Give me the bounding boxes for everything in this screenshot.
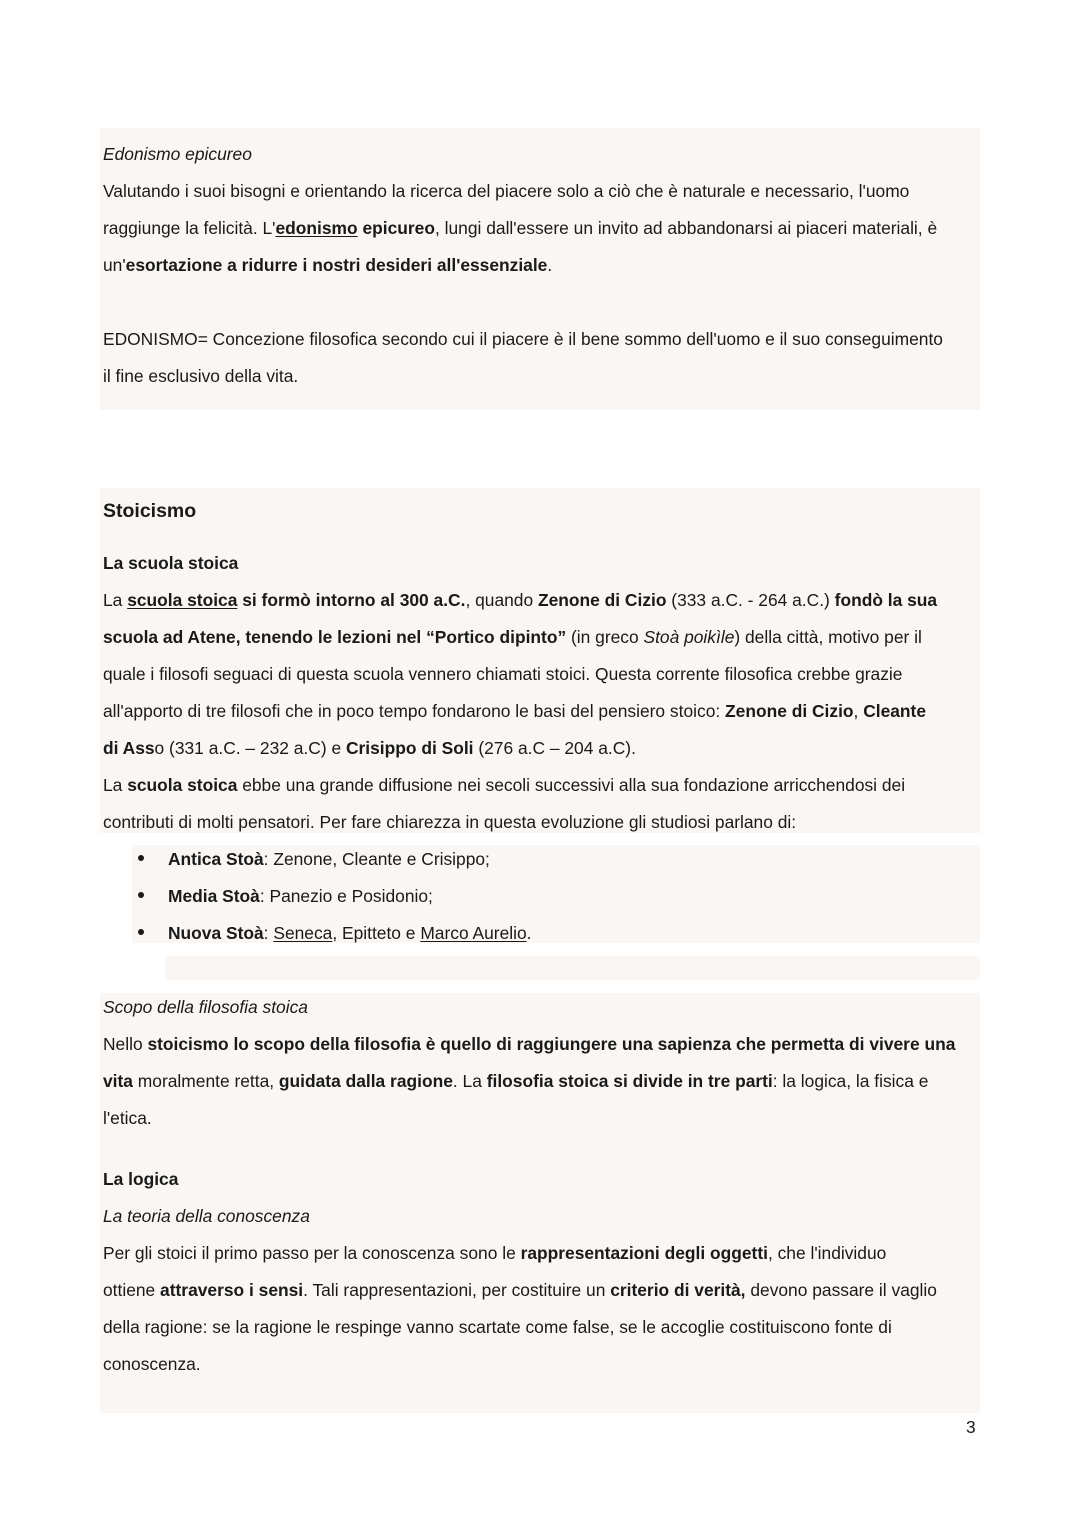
scuola-paragraph-line-5: di Asso (331 a.C. – 232 a.C) e Crisippo di Soli (276 a.C – 204 a.C). <box>103 738 636 758</box>
logica-paragraph-line-3: della ragione: se la ragione le respinge vanno scartate come false, se le accoglie costituiscono fonte di <box>103 1317 892 1337</box>
shaded-block-scopo <box>100 993 980 1413</box>
list-item-antica-stoa: Antica Stoà: Zenone, Cleante e Crisippo; <box>168 849 490 869</box>
epicureo-paragraph-line-2: raggiunge la felicità. L'edonismo epicureo, lungi dall'essere un invito ad abbandonarsi ai piaceri materiali, è <box>103 218 938 238</box>
list-item-media-stoa: Media Stoà: Panezio e Posidonio; <box>168 886 433 906</box>
bullet-dot-icon <box>138 929 144 935</box>
bullet-dot-icon <box>138 855 144 861</box>
scuola-paragraph-line-7: contributi di molti pensatori. Per fare chiarezza in questa evoluzione gli studiosi parlano di: <box>103 812 797 832</box>
scuola-paragraph-line-6: La scuola stoica ebbe una grande diffusione nei secoli successivi alla sua fondazione arricchendosi dei <box>103 775 906 795</box>
logica-paragraph-line-4: conoscenza. <box>103 1354 201 1374</box>
scopo-paragraph-line-1: Nello stoicismo lo scopo della filosofia è quello di raggiungere una sapienza che permetta di vivere una <box>103 1034 956 1054</box>
epicureo-paragraph-line-3: un'esortazione a ridurre i nostri desideri all'essenziale. <box>103 255 553 275</box>
shaded-block-empty <box>165 956 980 980</box>
scuola-stoica-heading: La scuola stoica <box>103 553 239 573</box>
conoscenza-subheading: La teoria della conoscenza <box>103 1206 310 1226</box>
scuola-paragraph-line-2: scuola ad Atene, tenendo le lezioni nel “Portico dipinto” (in greco Stoà poikìle) della città, motivo per il <box>103 627 922 647</box>
bullet-dot-icon <box>138 892 144 898</box>
edonismo-definition-line-1: EDONISMO= Concezione filosofica secondo cui il piacere è il bene sommo dell'uomo e il suo conseguimento <box>103 329 943 349</box>
scopo-heading: Scopo della filosofia stoica <box>103 997 308 1017</box>
link-marco-aurelio[interactable]: Marco Aurelio <box>420 923 527 943</box>
scuola-paragraph-line-1: La scuola stoica si formò intorno al 300 a.C., quando Zenone di Cizio (333 a.C. - 264 a.C.) fondò la sua <box>103 590 938 610</box>
scuola-paragraph-line-4: all'apporto di tre filosofi che in poco tempo fondarono le basi del pensiero stoico: Zenone di Cizio, Cleante <box>103 701 927 721</box>
logica-heading: La logica <box>103 1169 179 1189</box>
list-item-nuova-stoa: Nuova Stoà: Seneca, Epitteto e Marco Aurelio. <box>168 923 532 943</box>
link-seneca[interactable]: Seneca <box>273 923 333 943</box>
page-number: 3 <box>966 1417 976 1437</box>
scuola-paragraph-line-3: quale i filosofi seguaci di questa scuola vennero chiamati stoici. Questa corrente filosofica crebbe grazie <box>103 664 903 684</box>
edonismo-definition-line-2: il fine esclusivo della vita. <box>103 366 299 386</box>
logica-paragraph-line-2: ottiene attraverso i sensi. Tali rappresentazioni, per costituire un criterio di verità, devono passare il vaglio <box>103 1280 937 1300</box>
logica-paragraph-line-1: Per gli stoici il primo passo per la conoscenza sono le rappresentazioni degli oggetti, che l'individuo <box>103 1243 887 1263</box>
stoicismo-title: Stoicismo <box>103 500 197 522</box>
epicureo-heading: Edonismo epicureo <box>103 144 252 164</box>
scopo-paragraph-line-3: l'etica. <box>103 1108 152 1128</box>
epicureo-paragraph-line-1: Valutando i suoi bisogni e orientando la ricerca del piacere solo a ciò che è naturale e necessario, l'uomo <box>103 181 910 201</box>
scopo-paragraph-line-2: vita moralmente retta, guidata dalla ragione. La filosofia stoica si divide in tre parti: la logica, la fisica e <box>103 1071 929 1091</box>
